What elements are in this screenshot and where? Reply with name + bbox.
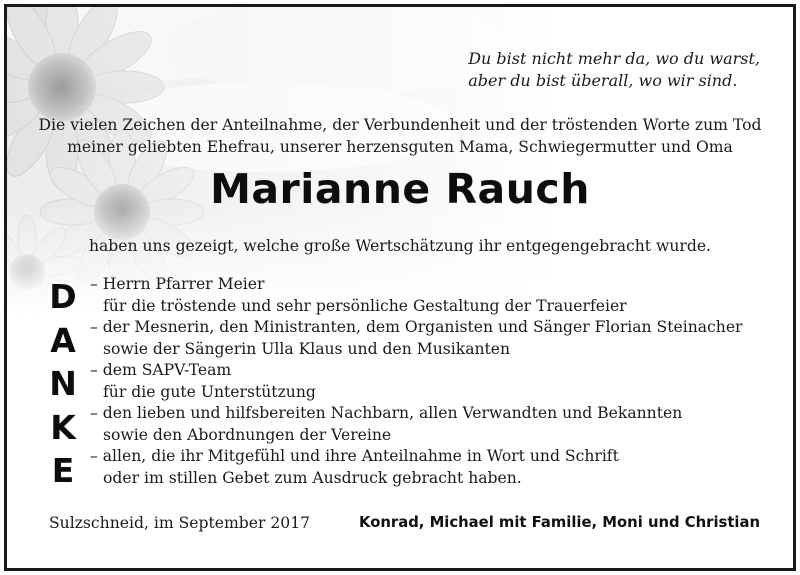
thanks-item: – der Mesnerin, den Ministranten, dem Organisten und Sänger Florian Steinacher	[90, 318, 743, 336]
appreciation-text: haben uns gezeigt, welche große Wertschätzung ihr entgegengebracht wurde.	[88, 237, 712, 255]
thanks-item-detail: für die tröstende und sehr persönliche Gestaltung der Trauerfeier	[103, 296, 627, 315]
obituary-notice	[4, 4, 796, 571]
thanks-item: – allen, die ihr Mitgefühl und ihre Anteilnahme in Wort und Schrift	[90, 447, 619, 465]
motto-line-1: Du bist nicht mehr da, wo du warst,	[468, 49, 760, 68]
thanks-item: – Herrn Pfarrer Meier	[90, 275, 265, 293]
danke-letter: A	[50, 320, 76, 360]
thanks-item: – den lieben und hilfsbereiten Nachbarn, allen Verwandten und Bekannten	[90, 404, 683, 422]
thanks-item-detail: für die gute Unterstützung	[103, 382, 316, 401]
thanks-item-detail: oder im stillen Gebet zum Ausdruck gebracht haben.	[103, 468, 522, 487]
place-date: Sulzschneid, im September 2017	[49, 514, 311, 532]
signature: Konrad, Michael mit Familie, Moni und Christian	[359, 514, 760, 531]
motto-line-2: aber du bist überall, wo wir sind.	[468, 71, 738, 90]
motto-quote	[468, 48, 760, 92]
danke-letter: D	[49, 277, 77, 316]
intro-line-2: meiner geliebten Ehefrau, unserer herzensguten Mama, Schwiegermutter und Oma	[67, 138, 733, 156]
thanks-item: – dem SAPV-Team	[90, 361, 232, 379]
danke-letter: E	[51, 451, 75, 490]
intro-line-1: Die vielen Zeichen der Anteilnahme, der Verbundenheit und der tröstenden Worte zum Tod	[38, 116, 762, 134]
danke-letter: K	[50, 407, 76, 447]
thanks-item-detail: sowie den Abordnungen der Vereine	[103, 425, 392, 444]
thanks-list	[90, 274, 743, 489]
intro-text	[27, 114, 773, 158]
thanks-item-detail: sowie der Sängerin Ulla Klaus und den Musikanten	[103, 339, 511, 358]
danke-vertical-word	[43, 275, 83, 493]
danke-letter: N	[49, 364, 77, 403]
deceased-name: Marianne Rauch	[210, 165, 590, 213]
